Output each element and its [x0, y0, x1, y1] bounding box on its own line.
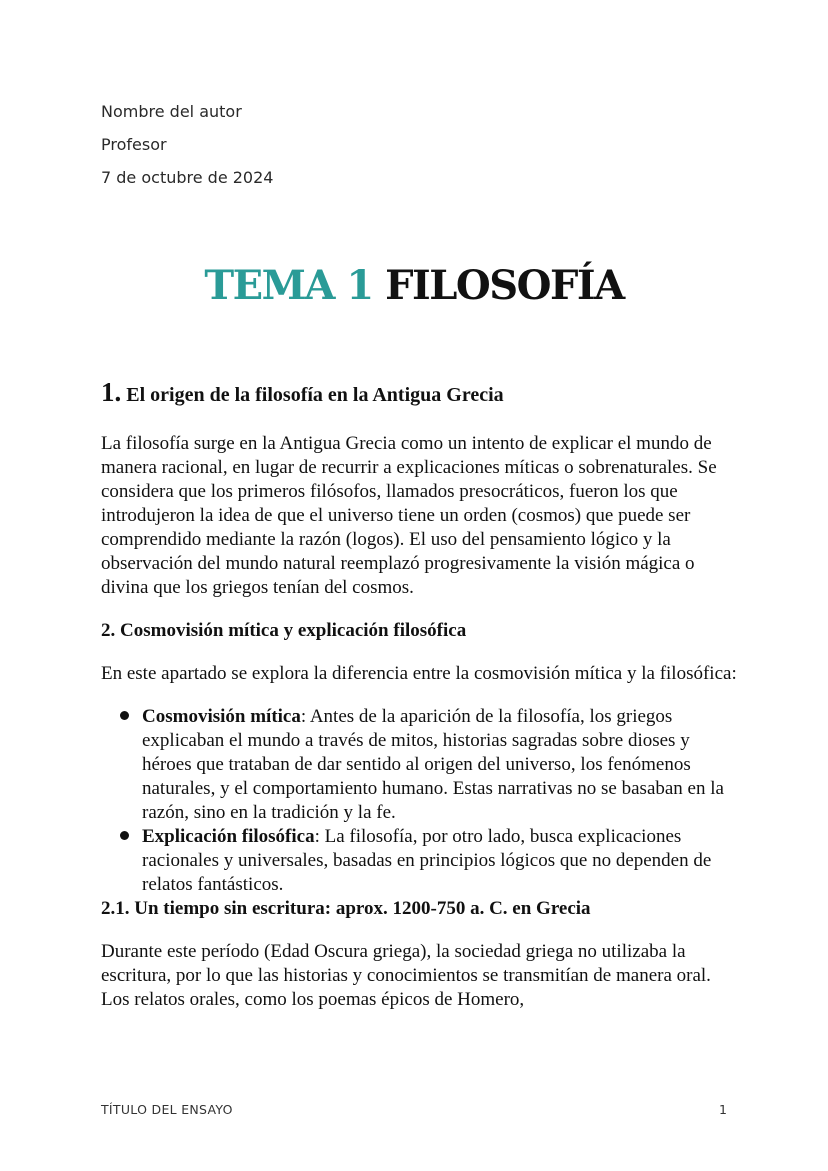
section-1-paragraph: La filosofía surge en la Antigua Grecia como un intento de explicar el mundo de manera racional, en lugar de recurrir a explicaciones míticas o sobrenaturales. Se considera que los primeros filósofos, llamados presocráticos, fueron los que introdujeron la idea de que el universo tiene un orden (cosmos) que puede ser comprendido mediante la razón (logos). El uso del pensamiento lógico y la observación del mundo natural reemplazó progresivamente la visión mágica o divina que los griegos tenían del cosmos. [101, 433, 717, 598]
list-item-term: Cosmovisión mítica [142, 706, 301, 727]
section-2-heading: 2. Cosmovisión mítica y explicación filosófica [101, 620, 467, 641]
section-2-1-heading: 2.1. Un tiempo sin escritura: aprox. 1200-750 a. C. en Grecia [101, 898, 591, 919]
section-2-intro: En este apartado se explora la diferencia entre la cosmovisión mítica y la filosófica: [101, 663, 737, 684]
section-1-number: 1. [101, 377, 122, 407]
document-title [0, 262, 828, 309]
page-number: 1 [719, 1102, 727, 1117]
bullet-icon [120, 711, 129, 720]
document-date: 7 de octubre de 2024 [101, 168, 274, 187]
list-item-text: : La filosofía, por otro lado, busca explicaciones racionales y universales, basadas en principios lógicos que no dependen de relatos fantásticos. [142, 826, 712, 895]
list-item [142, 705, 741, 825]
list-item [142, 825, 741, 897]
title-main: FILOSOFÍA [385, 262, 624, 309]
section-1-title: El origen de la filosofía en la Antigua Grecia [126, 384, 504, 406]
list-item-text: : Antes de la aparición de la filosofía, los griegos explicaban el mundo a través de mitos, historias sagradas sobre dioses y héroes que trataban de dar sentido al origen del universo, los fenómenos naturales, y el comportamiento humano. Estas narrativas no se basaban en la razón, sino en la tradición y la fe. [142, 706, 724, 823]
section-1-heading [101, 375, 741, 412]
teacher-name: Profesor [101, 135, 167, 154]
list-item-term: Explicación filosófica [142, 826, 315, 847]
footer-title: TÍTULO DEL ENSAYO [101, 1102, 233, 1117]
document-body [101, 375, 741, 1031]
title-accent: TEMA 1 [204, 262, 373, 309]
section-2-1-paragraph: Durante este período (Edad Oscura griega), la sociedad griega no utilizaba la escritura, por lo que las historias y conocimientos se transmitían de manera oral. Los relatos orales, como los poemas épicos de Homero, [101, 941, 711, 1010]
section-2-list [101, 705, 741, 897]
author-name: Nombre del autor [101, 102, 242, 121]
bullet-icon [120, 831, 129, 840]
document-header [101, 99, 273, 198]
